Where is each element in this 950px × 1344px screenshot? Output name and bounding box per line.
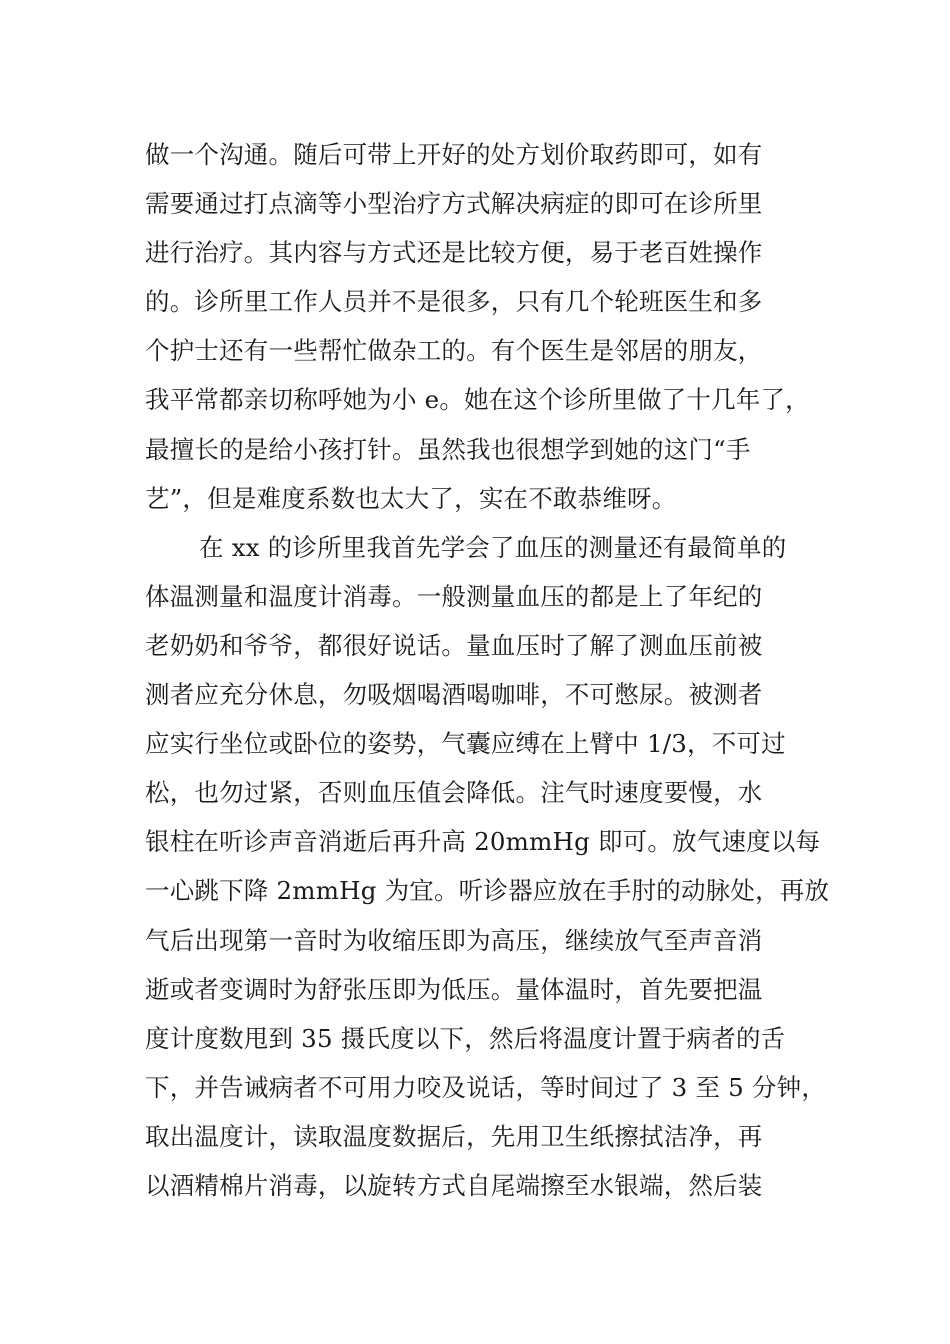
text-line: 体温测量和温度计消毒。一般测量血压的都是上了年纪的 bbox=[145, 581, 763, 611]
text-line: 的。诊所里工作人员并不是很多，只有几个轮班医生和多 bbox=[145, 287, 763, 317]
text-line: 个护士还有一些帮忙做杂工的。有个医生是邻居的朋友， bbox=[145, 336, 763, 366]
text-line: 老奶奶和爷爷，都很好说话。量血压时了解了测血压前被 bbox=[145, 630, 763, 660]
text-line: 松，也勿过紧，否则血压值会降低。注气时速度要慢，水 bbox=[145, 778, 763, 808]
text-line: 需要通过打点滴等小型治疗方式解决病症的即可在诊所里 bbox=[145, 189, 763, 219]
text-line: 一心跳下降 2mmHg 为宜。听诊器应放在手肘的动脉处，再放 bbox=[145, 876, 830, 906]
text-line: 进行治疗。其内容与方式还是比较方便，易于老百姓操作 bbox=[145, 238, 763, 268]
text-line: 应实行坐位或卧位的姿势，气囊应缚在上臂中 1/3，不可过 bbox=[145, 729, 786, 759]
text-line: 银柱在听诊声音消逝后再升高 20mmHg 即可。放气速度以每 bbox=[145, 827, 821, 857]
document-body bbox=[145, 130, 835, 1210]
text-line: 取出温度计，读取温度数据后，先用卫生纸擦拭洁净，再 bbox=[145, 1121, 763, 1151]
text-line: 下，并告诫病者不可用力咬及说话，等时间过了 3 至 5 分钟， bbox=[145, 1072, 827, 1102]
text-line: 气后出现第一音时为收缩压即为高压，继续放气至声音消 bbox=[145, 925, 763, 955]
paragraph-2 bbox=[145, 523, 835, 1210]
text-line: 逝或者变调时为舒张压即为低压。量体温时，首先要把温 bbox=[145, 974, 763, 1004]
text-line: 我平常都亲切称呼她为小 e。她在这个诊所里做了十几年了， bbox=[145, 385, 810, 415]
text-line: 最擅长的是给小孩打针。虽然我也很想学到她的这门“手 bbox=[145, 434, 751, 464]
paragraph-1 bbox=[145, 130, 835, 523]
text-line: 以酒精棉片消毒，以旋转方式自尾端擦至水银端，然后装 bbox=[145, 1170, 763, 1200]
text-line: 做一个沟通。随后可带上开好的处方划价取药即可，如有 bbox=[145, 140, 763, 169]
text-line: 度计度数甩到 35 摄氏度以下，然后将温度计置于病者的舌 bbox=[145, 1023, 786, 1053]
text-line: 测者应充分休息，勿吸烟喝酒喝咖啡，不可憋尿。被测者 bbox=[145, 680, 763, 710]
text-line: 在 xx 的诊所里我首先学会了血压的测量还有最简单的 bbox=[199, 532, 787, 562]
text-line: 艺”，但是难度系数也太大了，实在不敢恭维呀。 bbox=[145, 483, 677, 513]
